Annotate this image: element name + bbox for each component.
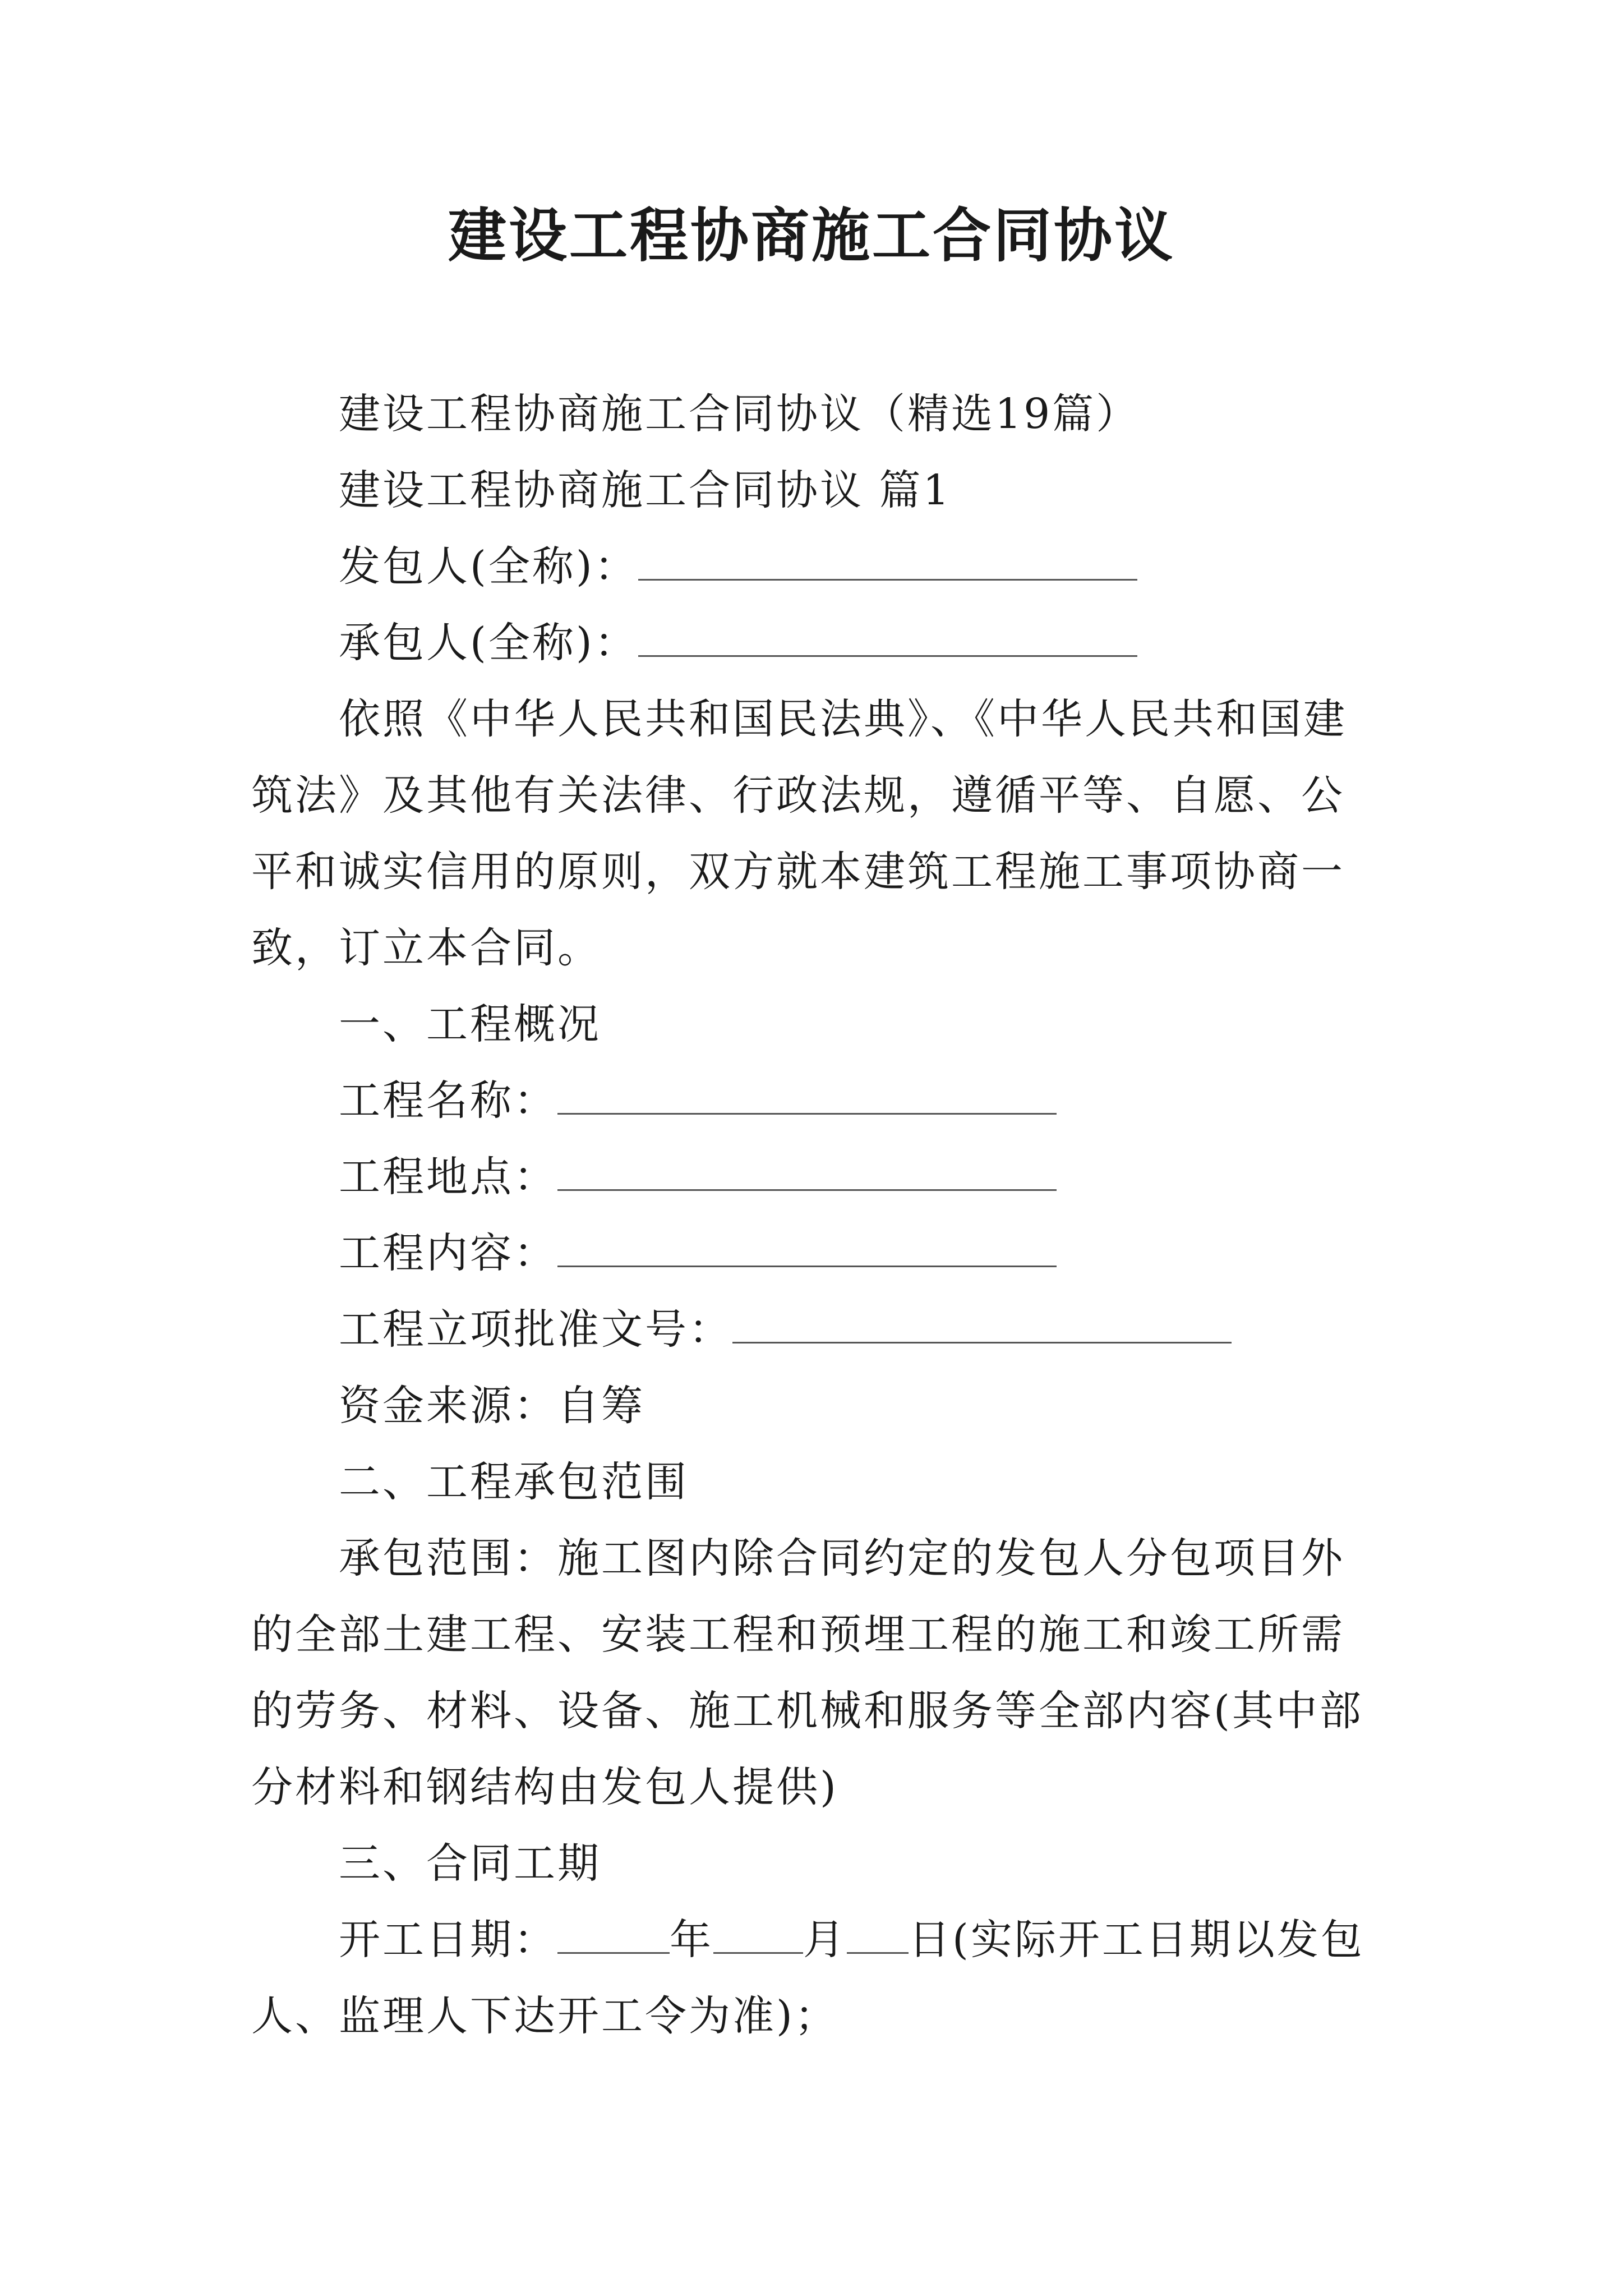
- project-name-line: [251, 1062, 1382, 1139]
- party-a-label: 发包人(全称)：: [339, 542, 638, 591]
- section-heading: 建设工程协商施工合同协议 篇1: [339, 466, 952, 514]
- heading-project-overview: 一、工程概况: [339, 1000, 601, 1048]
- month-label: 月: [803, 1916, 847, 1964]
- start-date-note: (实际开工日期以发包人、监理人下达开工令为准)；: [251, 1916, 1364, 2040]
- project-name-blank: [557, 1078, 1057, 1115]
- intro-paragraph: 依照《中华人民共和国民法典》、《中华人民共和国建筑法》及其他有关法律、行政法规，遵循平等、自愿、公平和诚实信用的原则，双方就本建筑工程施工事项协商一致，订立本合同。: [251, 695, 1347, 972]
- subtitle: 建设工程协商施工合同协议（精选19篇）: [339, 390, 1140, 438]
- start-date-line: [251, 1902, 1382, 2054]
- party-a-line: [251, 528, 1382, 605]
- document-body: [251, 376, 1382, 2054]
- scope-paragraph: 承包范围：施工图内除合同约定的发包人分包项目外的全部土建工程、安装工程和预埋工程的施工和竣工所需的劳务、材料、设备、施工机械和服务等全部内容(其中部分材料和钢结构由发包人提供): [251, 1534, 1363, 1811]
- month-blank: [713, 1917, 803, 1954]
- party-b-line: [251, 605, 1382, 681]
- heading-contract-scope: 二、工程承包范围: [339, 1458, 689, 1506]
- project-location-label: 工程地点：: [339, 1153, 557, 1201]
- day-blank: [847, 1917, 909, 1954]
- year-blank: [557, 1917, 670, 1954]
- party-b-label: 承包人(全称)：: [339, 619, 638, 667]
- project-name-label: 工程名称：: [339, 1076, 557, 1125]
- funding-source: 资金来源：自筹: [339, 1382, 645, 1430]
- approval-number-blank: [732, 1307, 1232, 1343]
- approval-number-label: 工程立项批准文号：: [339, 1305, 732, 1354]
- project-location-blank: [557, 1154, 1057, 1191]
- project-content-label: 工程内容：: [339, 1229, 557, 1277]
- document-title: 建设工程协商施工合同协议: [448, 201, 1175, 270]
- party-a-blank: [638, 544, 1137, 581]
- heading-contract-period: 三、合同工期: [339, 1839, 601, 1888]
- approval-number-line: [251, 1291, 1382, 1368]
- start-date-label: 开工日期：: [339, 1916, 557, 1964]
- project-content-blank: [557, 1231, 1057, 1267]
- project-content-line: [251, 1215, 1382, 1291]
- year-label: 年: [670, 1916, 713, 1964]
- day-label: 日: [909, 1916, 952, 1964]
- project-location-line: [251, 1139, 1382, 1215]
- party-b-blank: [638, 620, 1137, 657]
